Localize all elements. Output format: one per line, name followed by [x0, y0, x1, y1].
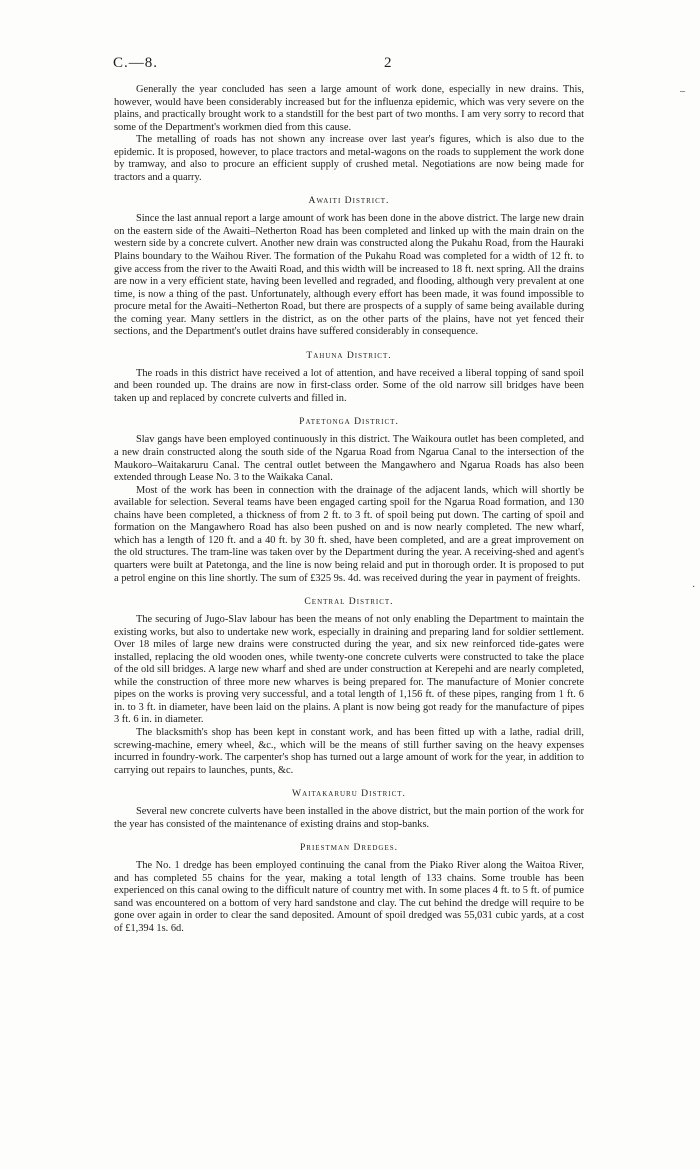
section-heading: Awaiti District.: [308, 195, 390, 207]
paragraph: The No. 1 dredge has been employed continuing the canal from the Piako River along the Waitoa River, and has completed 55 chains for the year, making a total length of 133 chains. Some trouble has been experienced on this canal owing to the difficult nature of country met with. In some places 4 ft. to 5 ft. of pumice sand was encountered on a bottom of very hard sandstone and clay. The cut behind the dredge will require to be gone over again in order to clear the sand deposited. Amount of spoil dredged was 55,031 cubic yards, at a cost of £1,394 1s. 6d.: [114, 860, 584, 934]
paragraph: The securing of Jugo-Slav labour has been the means of not only enabling the Department to maintain the existing works, but also to undertake new work, especially in draining and preparing land for soldier settlement. Over 18 miles of large new drains were constructed during the year, and six new reinforced tide-gates were installed, replacing the old wooden ones, while twenty-one concrete culverts were constructed to take the place of the old sill bridges. A large new wharf and shed are under construction at Kerepehi and are nearly completed, while the construction of three more new wharves is being prepared for. The manufacture of Monier concrete pipes on the works is proving very successful, and a total length of 1,156 ft. of these pipes, ranging from 1 ft. 6 in. to 3 ft. in diameter, have been laid on the plains. A plant is now being got ready for the manufacture of pipes 3 ft. 6 in. in diameter.: [114, 614, 584, 726]
margin-dot-mark: ·: [692, 582, 696, 593]
section-heading: Central District.: [304, 596, 394, 608]
paragraph: Most of the work has been in connection with the drainage of the adjacent lands, which will shortly be available for selection. Several teams have been engaged carting spoil for the Ngarua Road formation, and 130 chains have been completed, a thickness of from 2 ft. to 3 ft. of spoil being put down. The carting of spoil and formation on the Mangawhero Road has also been pushed on and is now nearly completed. The new wharf, which has a length of 120 ft. and a 40 ft. by 30 ft. shed, have been completed, and are a great improvement on the old structures. The tram-line was taken over by the Department during the year. A receiving-shed and agent's quarters were built at Patetonga, and the line is now being relaid and put in thorough order. It is proposed to put a petrol engine on this line shortly. The sum of £325 9s. 4d. was received during the year in payment of freights.: [114, 484, 584, 584]
paragraph: Since the last annual report a large amount of work has been done in the above district. The large new drain on the eastern side of the Awaiti–Netherton Road has been completed and linked up with the main drain on the western side by a concrete culvert. Another new drain was constructed along the Pukahu Road, from the Hauraki Plains boundary to the Waihou River. The formation of the Pukahu Road was completed for a width of 12 ft. to give access from the river to the Awaiti Road, and this width will be increased to 18 ft. next spring. All the drains are now in a very efficient state, having been levelled and regraded, and flooding, although very prevalent at one time, is now a thing of the past. Unfortunately, although every effort has been made, it was found impossible to procure metal for the Awaiti–Netherton Road, but there are prospects of a supply of same being available during the coming year. Many settlers in the district, as on the other parts of the plains, have not yet fenced their sections, and the Department's outlet drains have suffered considerably in consequence.: [114, 213, 584, 338]
document-reference: C.—8.: [113, 55, 159, 71]
section-heading: Waitakaruru District.: [292, 788, 406, 800]
paragraph: Several new concrete culverts have been installed in the above district, but the main portion of the work for the year has consisted of the maintenance of existing drains and stop-banks.: [114, 806, 584, 830]
paragraph: The blacksmith's shop has been kept in constant work, and has been fitted up with a lathe, radial drill, screwing-machine, emery wheel, &c., which will be the means of still further saving on the heavy expenses incurred in foundry-work. The carpenter's shop has turned out a large amount of work for the year, in addition to carrying out repairs to launches, punts, &c.: [114, 726, 584, 776]
section-heading: Priestman Dredges.: [299, 842, 399, 854]
section-heading: Patetonga District.: [299, 416, 399, 428]
margin-dash-mark: –: [680, 86, 685, 97]
paragraph: The metalling of roads has not shown any increase over last year's figures, which is also due to the epidemic. It is proposed, however, to place tractors and metal-wagons on the roads to supplement the work done by tramway, and also to procure an efficient supply of crushed metal. Negotiations are now being made for tractors and a quarry.: [114, 134, 584, 183]
report-body: [114, 84, 584, 936]
paragraph: The roads in this district have received a lot of attention, and have received a liberal topping of sand spoil and been rounded up. The drains are now in first-class order. Some of the old narrow sill bridges have been taken up and replaced by concrete culverts and filled in.: [114, 367, 584, 404]
page-number: 2: [384, 55, 392, 71]
paragraph: Generally the year concluded has seen a large amount of work done, especially in new drains. This, however, would have been considerably increased but for the influenza epidemic, which was very severe on the plains, and practically brought work to a standstill for the best part of two months. I am very sorry to record that some of the Department's workmen died from this cause.: [114, 84, 584, 133]
paragraph: Slav gangs have been employed continuously in this district. The Waikoura outlet has been completed, and a new drain constructed along the south side of the Ngarua Road from Ngarua Canal to the intersection of the Maukoro–Waitakaruru Canal. The central outlet between the Mangawhero and Ngarua Roads has also been extended through Lease No. 3 to the Waikaka Canal.: [114, 434, 584, 484]
section-heading: Tahuna District.: [306, 349, 392, 361]
